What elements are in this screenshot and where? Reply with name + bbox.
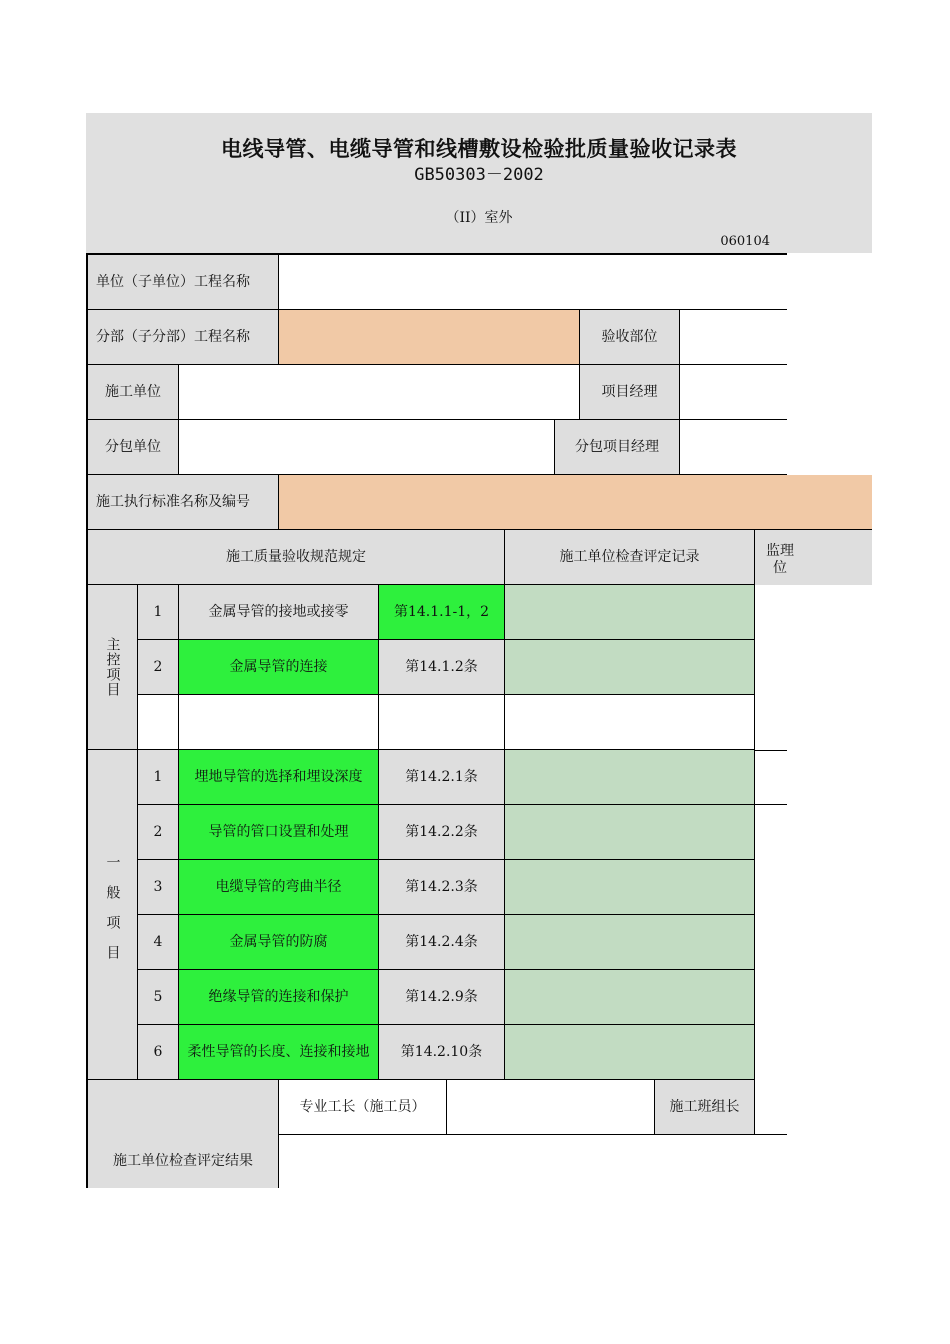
subcontractor-field[interactable] xyxy=(179,420,555,475)
main-item-record[interactable] xyxy=(505,640,755,695)
sub-project-field[interactable] xyxy=(279,310,580,365)
constructor-field[interactable] xyxy=(179,365,580,420)
form-code: 060104 xyxy=(720,234,770,249)
result-field[interactable] xyxy=(279,1135,787,1188)
general-item-clause: 第14.2.3条 xyxy=(379,860,505,915)
supervision-col-header xyxy=(755,530,872,585)
acceptance-part-field[interactable] xyxy=(680,310,787,365)
record-col-header: 施工单位检查评定记录 xyxy=(505,530,755,585)
general-item-record[interactable] xyxy=(505,1025,755,1080)
general-item-no: 2 xyxy=(138,805,179,860)
general-item-name: 埋地导管的选择和埋设深度 xyxy=(179,750,379,805)
general-items-group-text: 一般项目 xyxy=(104,854,121,975)
form-title: 电线导管、电缆导管和线槽敷设检验批质量验收记录表 xyxy=(221,137,737,161)
general-item-name: 电缆导管的弯曲半径 xyxy=(179,860,379,915)
unit-name-label: 单位（子单位）工程名称 xyxy=(88,255,279,310)
team-leader-field[interactable] xyxy=(755,1080,787,1135)
main-item-empty-clause xyxy=(379,695,505,750)
main-item-no: 1 xyxy=(138,585,179,640)
main-item-empty-record[interactable] xyxy=(505,695,755,750)
main-item-empty-no xyxy=(138,695,179,750)
sub-project-manager-label: 分包项目经理 xyxy=(555,420,680,475)
general-item-no: 1 xyxy=(138,750,179,805)
standard-code: GB50303－2002 xyxy=(414,165,544,185)
general-item-clause: 第14.2.2条 xyxy=(379,805,505,860)
sub-project-manager-field[interactable] xyxy=(680,420,787,475)
foreman-label: 专业工长（施工员） xyxy=(279,1080,447,1135)
team-leader-label: 施工班组长 xyxy=(655,1080,755,1135)
general-item-record[interactable] xyxy=(505,805,755,860)
subcontractor-label: 分包单位 xyxy=(88,420,179,475)
supervision-header-line1: 监理 xyxy=(766,543,794,559)
section-label: （II）室外 xyxy=(445,210,513,226)
supervision-divider xyxy=(754,804,787,805)
general-item-no: 5 xyxy=(138,970,179,1025)
general-item-no: 4 xyxy=(138,915,179,970)
general-item-no: 6 xyxy=(138,1025,179,1080)
main-item-name: 金属导管的接地或接零 xyxy=(179,585,379,640)
exec-standard-label: 施工执行标准名称及编号 xyxy=(88,475,279,530)
acceptance-part-label: 验收部位 xyxy=(580,310,680,365)
general-item-clause: 第14.2.1条 xyxy=(379,750,505,805)
constructor-label: 施工单位 xyxy=(88,365,179,420)
main-item-name: 金属导管的连接 xyxy=(179,640,379,695)
general-item-record[interactable] xyxy=(505,915,755,970)
general-item-clause: 第14.2.10条 xyxy=(379,1025,505,1080)
exec-standard-field[interactable] xyxy=(279,475,872,530)
main-item-record[interactable] xyxy=(505,585,755,640)
general-item-name: 绝缘导管的连接和保护 xyxy=(179,970,379,1025)
supervision-divider xyxy=(754,750,787,751)
general-item-name: 金属导管的防腐 xyxy=(179,915,379,970)
footer-blank xyxy=(88,1080,279,1135)
general-item-record[interactable] xyxy=(505,750,755,805)
general-items-group-label xyxy=(88,750,138,1080)
general-item-no: 3 xyxy=(138,860,179,915)
spec-col-header: 施工质量验收规范规定 xyxy=(88,530,505,585)
unit-name-field[interactable] xyxy=(279,255,787,310)
general-item-record[interactable] xyxy=(505,970,755,1025)
result-label: 施工单位检查评定结果 xyxy=(88,1135,279,1188)
general-item-name: 导管的管口设置和处理 xyxy=(179,805,379,860)
general-item-clause: 第14.2.4条 xyxy=(379,915,505,970)
sub-project-label: 分部（子分部）工程名称 xyxy=(88,310,279,365)
foreman-field[interactable] xyxy=(447,1080,655,1135)
main-items-group-text: 主控项目 xyxy=(104,637,121,697)
main-items-group-label xyxy=(88,585,138,750)
supervision-header-line2: 位 xyxy=(773,560,787,576)
general-item-clause: 第14.2.9条 xyxy=(379,970,505,1025)
general-item-record[interactable] xyxy=(505,860,755,915)
main-item-empty-name xyxy=(179,695,379,750)
general-item-name: 柔性导管的长度、连接和接地 xyxy=(179,1025,379,1080)
project-manager-field[interactable] xyxy=(680,365,787,420)
main-item-clause: 第14.1.2条 xyxy=(379,640,505,695)
main-item-no: 2 xyxy=(138,640,179,695)
project-manager-label: 项目经理 xyxy=(580,365,680,420)
main-item-clause: 第14.1.1-1，2 xyxy=(379,585,505,640)
